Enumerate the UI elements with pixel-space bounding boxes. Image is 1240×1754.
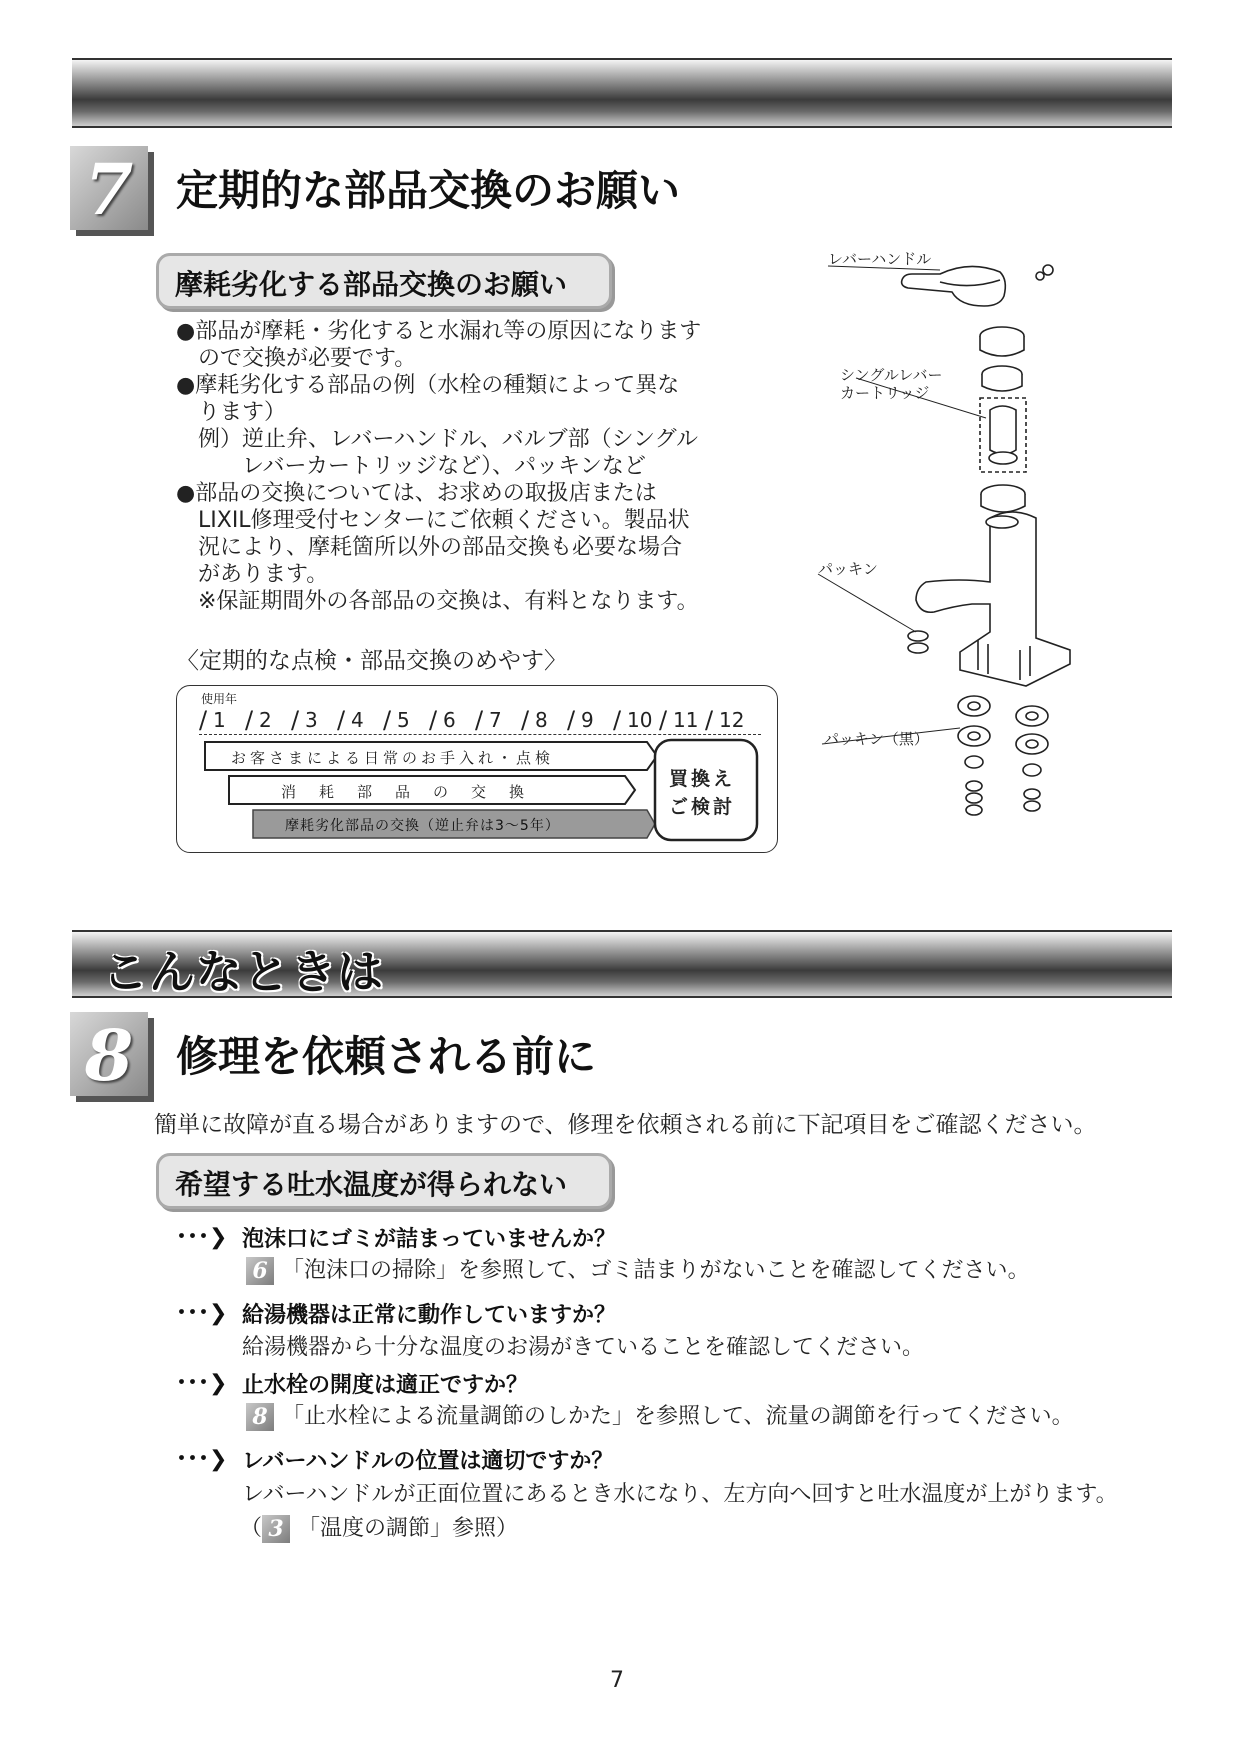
item-1-ref-badge: 6 [246,1257,274,1285]
year-label: 7 [489,708,502,732]
washer-stack-left [958,696,990,815]
year-label: 6 [443,708,456,732]
section-7-number-box [70,146,148,230]
note-ref-badge: 3 [262,1515,290,1543]
faucet-body [916,512,1070,686]
year-label: 11 [673,708,699,732]
row3-text: 摩耗劣化部品の交換（逆止弁は3〜5年） [285,818,560,834]
section-7-line: ●摩耗劣化する部品の例（水栓の種類によって異な [176,373,680,398]
washer-stack-right [1016,706,1048,811]
replace-line1: 買換え [669,768,736,790]
section-7-subheading: 摩耗劣化する部品交換のお願い [175,268,568,301]
section-7-line: ※保証期間外の各部品の交換は、有料となります。 [176,589,699,614]
note-open-paren: （ [240,1516,263,1541]
page-number: 7 [610,1668,624,1693]
lever-handle-part [902,266,1006,306]
label-packing: パッキン [818,560,878,578]
section-7-subheading-box [156,253,612,309]
year-label: 3 [305,708,318,732]
section-7-number: 7 [84,148,134,231]
label-lever-handle: レバーハンドル [828,250,932,268]
year-divider: / [475,706,484,734]
year-label: 5 [397,708,410,732]
year-divider: / [429,706,438,734]
section-8-intro: 簡単に故障が直る場合がありますので、修理を依頼される前に下記項目をご確認ください。 [154,1112,1097,1138]
item-3-question: 止水栓の開度は適正ですか？ [242,1373,529,1398]
label-cartridge-1: シングルレバー [840,366,943,384]
year-divider: / [705,706,714,734]
year-label: 9 [581,708,594,732]
middle-band [72,930,1172,998]
row2-text: 消 耗 部 品 の 交 換 [281,783,529,801]
section-7-title: 定期的な部品交換のお願い [176,166,681,215]
year-divider: / [337,706,346,734]
guide-box [176,685,778,853]
section-7-line: があります。 [176,562,329,587]
replace-line2: ご検討 [669,796,736,818]
section-7-body [176,318,716,615]
note-text: 「温度の調節」参照） [298,1516,519,1541]
arrow-icon: ･･･❯ [176,1225,228,1250]
section-8-number-box [70,1012,148,1096]
item-1-answer: 「泡沫口の掃除」を参照して、ゴミ詰まりがないことを確認してください。 [282,1258,1030,1283]
section-8-subheading-box [156,1153,612,1209]
year-divider: / [521,706,530,734]
year-divider: / [659,706,668,734]
section-7-line: ●部品の交換については、お求めの取扱店または [176,481,657,506]
band-title: こんなときは [102,945,384,999]
row1-text: お客さまによる日常のお手入れ・点検 [231,749,555,767]
item-3-ref-badge: 8 [246,1403,274,1431]
year-divider: / [383,706,392,734]
year-label: 1 [213,708,226,732]
item-4-answer: レバーハンドルが正面位置にあるとき水になり、左方向へ回すと吐水温度が上がります。 [242,1482,1118,1507]
year-label: 10 [627,708,653,732]
section-7-line: 況により、摩耗箇所以外の部品交換も必要な場合 [176,535,683,560]
year-divider: / [291,706,300,734]
section-7-line: ●部品が摩耗・劣化すると水漏れ等の原因になります [176,319,702,344]
year-divider: / [567,706,576,734]
section-8-subheading: 希望する吐水温度が得られない [175,1168,568,1201]
year-label: 12 [719,708,745,732]
label-cartridge-2: カートリッジ [840,384,930,402]
year-label: 8 [535,708,548,732]
item-1-question: 泡沫口にゴミが詰まっていませんか？ [242,1227,617,1252]
arrow-icon: ･･･❯ [176,1371,228,1396]
year-label: 4 [351,708,364,732]
item-3-answer: 「止水栓による流量調節のしかた」を参照して、流量の調節を行ってください。 [282,1404,1074,1429]
section-7-line: レバーカートリッジなど）、パッキンなど [176,454,646,479]
item-3-answer-row [246,1399,1074,1431]
item-4-note-row [240,1511,518,1543]
arrow-icon: ･･･❯ [176,1447,228,1472]
item-1-answer-row [246,1253,1030,1285]
year-divider: / [613,706,622,734]
item-2-question: 給湯機器は正常に動作していますか？ [242,1303,617,1328]
label-packing-black: パッキン（黒） [824,730,929,748]
item-4-question: レバーハンドルの位置は適切ですか？ [242,1449,614,1474]
year-divider: / [245,706,254,734]
section-7-line: LIXIL修理受付センターにご依頼ください。製品状 [176,508,690,533]
item-2-answer: 給湯機器から十分な温度のお湯がきていることを確認してください。 [242,1335,925,1360]
top-band [72,58,1172,128]
year-divider: / [199,706,208,734]
guide-title: 〈定期的な点検・部品交換のめやす〉 [176,648,567,674]
section-7-line: ので交換が必要です。 [176,346,417,371]
years-label: 使用年 [201,692,238,706]
section-8-title: 修理を依頼される前に [176,1032,597,1081]
section-8-number: 8 [84,1014,134,1097]
section-7-line: ります） [176,400,287,425]
year-label: 2 [259,708,272,732]
section-7-line: 例）逆止弁、レバーハンドル、バルブ部（シングル [176,427,698,452]
arrow-icon: ･･･❯ [176,1301,228,1326]
